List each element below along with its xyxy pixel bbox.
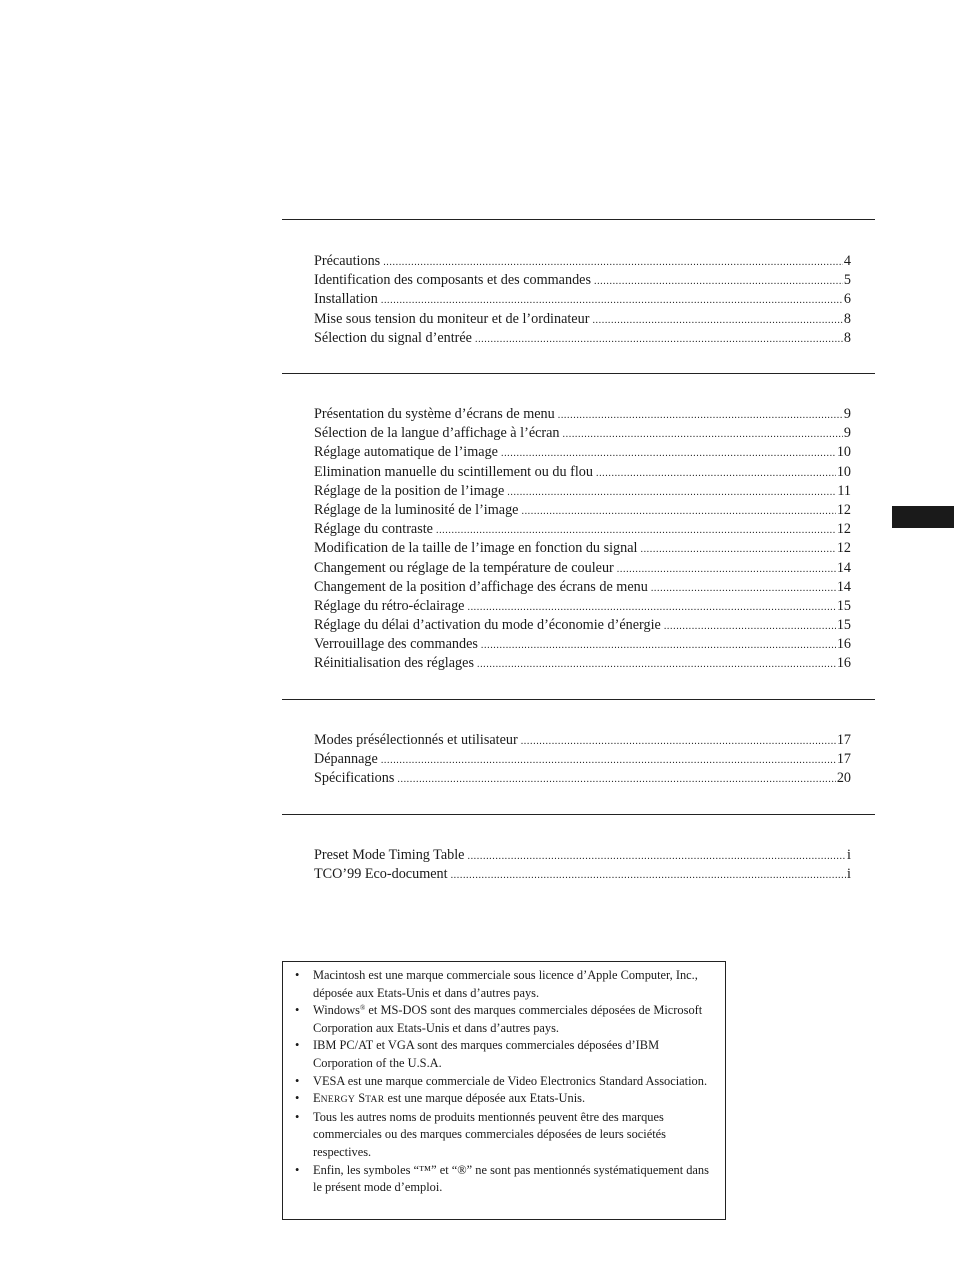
leader-dots	[651, 579, 836, 598]
bullet: •	[295, 1073, 300, 1088]
trademark-item	[293, 1073, 713, 1091]
energy-star-s: S	[355, 1091, 366, 1106]
leader-dots	[664, 617, 836, 636]
toc-entry-page: 10	[836, 463, 851, 480]
toc-entry-title: Sélection du signal d’entrée	[314, 329, 472, 346]
toc-entry-title: Réglage du contraste	[314, 521, 433, 538]
leader-dots	[640, 540, 835, 559]
toc-entry[interactable]	[314, 846, 851, 865]
toc-entry-title: Mise sous tension du moniteur et de l’ordinateur	[314, 310, 590, 327]
toc-entry-page: 12	[836, 521, 851, 538]
toc-entry[interactable]	[314, 405, 851, 424]
toc-entry-title: TCO’99 Eco-document	[314, 866, 448, 883]
toc-entry-title: Précautions	[314, 253, 381, 269]
toc-entry[interactable]	[314, 290, 851, 309]
toc-entry-page: 11	[837, 482, 851, 499]
toc-entry-title: Changement de la position d’affichage des écrans de menu	[314, 578, 648, 595]
toc-entry[interactable]	[314, 329, 851, 348]
trademark-item	[293, 1090, 713, 1109]
toc-entry-page: 9	[843, 425, 851, 442]
energy-star-e: E	[313, 1091, 321, 1106]
toc-entry-page: 6	[843, 291, 851, 308]
leader-dots	[521, 502, 835, 521]
toc-entry-title: Spécifications	[314, 770, 395, 787]
leader-dots	[481, 636, 836, 655]
toc-entry[interactable]	[314, 769, 851, 788]
leader-dots	[563, 425, 843, 444]
toc-entry-page: 16	[836, 655, 851, 672]
toc-entry-title: Modes présélectionnés et utilisateur	[314, 732, 518, 748]
leader-dots	[617, 560, 836, 579]
leader-dots	[467, 847, 846, 866]
toc-entry-title: Elimination manuelle du scintillement ou du flou	[314, 463, 593, 480]
toc-section-3	[314, 731, 851, 789]
leader-dots	[594, 272, 843, 291]
trademark-text: Tous les autres noms de produits mentionnés peuvent être des marques commerciales ou des marques commerciales déposées de leurs sociétés respectives.	[313, 1109, 667, 1159]
section-rule-1	[282, 219, 875, 220]
trademark-item	[293, 967, 713, 1002]
toc-entry[interactable]	[314, 482, 851, 501]
leader-dots	[436, 521, 836, 540]
toc-entry-page: 15	[836, 597, 851, 614]
toc-entry-page: 14	[836, 559, 851, 576]
bullet: •	[295, 1162, 300, 1177]
toc-entry[interactable]	[314, 731, 851, 750]
toc-entry-page: 12	[836, 540, 851, 557]
trademark-text: et MS-DOS sont des marques commerciales déposées de Microsoft Corporation aux Etats-Unis et dans d’autres pays.	[313, 1003, 703, 1035]
trademark-text: VESA est une marque commerciale de Video Electronics Standard Association.	[313, 1073, 708, 1088]
toc-entry-title: Preset Mode Timing Table	[314, 847, 465, 863]
leader-dots	[596, 464, 836, 483]
trademark-item	[293, 1037, 713, 1072]
toc-entry[interactable]	[314, 271, 851, 290]
toc-entry-page: 10	[836, 444, 851, 461]
toc-entry[interactable]	[314, 597, 851, 616]
leader-dots	[381, 291, 843, 310]
registered-symbol: ®	[360, 1004, 366, 1013]
toc-entry-title: Verrouillage des commandes	[314, 636, 478, 653]
leader-dots	[592, 311, 842, 330]
toc-entry[interactable]	[314, 539, 851, 558]
toc-entry-title: Dépannage	[314, 751, 378, 768]
trademark-text: Enfin, les symboles “™” et “®” ne sont pas mentionnés systématiquement dans le présent mode d’emploi.	[313, 1162, 709, 1195]
leader-dots	[558, 406, 843, 425]
section-rule-2	[282, 373, 875, 374]
toc-entry[interactable]	[314, 520, 851, 539]
toc-entry[interactable]	[314, 578, 851, 597]
toc-entry-page: 20	[836, 770, 851, 787]
trademark-text: IBM PC/AT et VGA sont des marques commerciales déposées d’IBM Corporation of the U.S.A.	[313, 1038, 660, 1070]
toc-entry-title: Sélection de la langue d’affichage à l’écran	[314, 425, 560, 442]
bullet: •	[295, 1038, 300, 1053]
leader-dots	[501, 444, 836, 463]
toc-entry-title: Réglage du rétro-éclairage	[314, 597, 465, 614]
toc-entry[interactable]	[314, 616, 851, 635]
toc-entry[interactable]	[314, 865, 851, 884]
trademark-list	[293, 967, 713, 1197]
energy-star-nergy: NERGY	[320, 1094, 356, 1106]
toc-entry-title: Réglage de la luminosité de l’image	[314, 501, 519, 518]
trademark-text: est une marque déposée aux Etats-Unis.	[384, 1091, 586, 1106]
energy-star-tar: TAR	[365, 1094, 385, 1106]
toc-entry-page: 4	[843, 253, 851, 269]
bullet: •	[295, 1091, 300, 1106]
toc-entry-page: 12	[836, 501, 851, 518]
trademark-text: Macintosh est une marque commerciale sous licence d’Apple Computer, Inc., déposée aux Etats-Unis et dans d’autres pays.	[313, 968, 698, 1000]
bullet: •	[295, 1003, 300, 1018]
leader-dots	[451, 866, 846, 885]
toc-entry-page: i	[847, 847, 851, 863]
toc-section-1	[314, 252, 851, 348]
trademark-item	[293, 1002, 713, 1037]
toc-entry-page: 5	[843, 272, 851, 289]
toc-entry-title: Installation	[314, 291, 378, 308]
toc-section-2	[314, 405, 851, 674]
leader-dots	[397, 770, 835, 789]
toc-entry-title: Réinitialisation des réglages	[314, 655, 474, 672]
leader-dots	[475, 330, 843, 349]
toc-section-4	[314, 846, 851, 884]
trademark-item	[293, 1162, 713, 1197]
toc-entry[interactable]	[314, 424, 851, 443]
trademark-item	[293, 1109, 713, 1162]
toc-entry-title: Identification des composants et des commandes	[314, 272, 591, 289]
toc-entry-page: 17	[836, 732, 851, 748]
toc-entry-page: 14	[836, 578, 851, 595]
trademark-text-windows: Windows	[313, 1003, 360, 1018]
toc-entry-page: 9	[843, 406, 851, 422]
language-tab-marker	[892, 506, 954, 528]
toc-entry-title: Présentation du système d’écrans de menu	[314, 406, 555, 422]
leader-dots	[467, 598, 835, 617]
toc-entry-page: 15	[836, 617, 851, 634]
leader-dots	[383, 253, 843, 272]
leader-dots	[381, 751, 836, 770]
leader-dots	[507, 483, 836, 502]
toc-entry-page: 8	[843, 310, 851, 327]
bullet: •	[295, 968, 300, 982]
toc-entry[interactable]	[314, 443, 851, 462]
bullet: •	[295, 1109, 300, 1124]
section-rule-3	[282, 699, 875, 700]
toc-entry[interactable]	[314, 252, 851, 271]
toc-entry-title: Réglage du délai d’activation du mode d’économie d’énergie	[314, 617, 661, 634]
toc-entry-title: Réglage de la position de l’image	[314, 482, 505, 499]
toc-entry[interactable]	[314, 750, 851, 769]
leader-dots	[521, 732, 836, 751]
trademark-notice-box	[282, 961, 726, 1220]
toc-entry-page: 16	[836, 636, 851, 653]
toc-entry[interactable]	[314, 463, 851, 482]
toc-entry-title: Réglage automatique de l’image	[314, 444, 498, 461]
toc-entry-title: Modification de la taille de l’image en fonction du signal	[314, 540, 638, 557]
toc-entry[interactable]	[314, 654, 851, 673]
section-rule-4	[282, 814, 875, 815]
leader-dots	[477, 655, 836, 674]
toc-entry-page: i	[847, 866, 851, 883]
toc-entry[interactable]	[314, 559, 851, 578]
toc-entry[interactable]	[314, 635, 851, 654]
toc-entry-page: 8	[843, 329, 851, 346]
toc-entry[interactable]	[314, 310, 851, 329]
toc-entry[interactable]	[314, 501, 851, 520]
toc-entry-page: 17	[836, 751, 851, 768]
toc-entry-title: Changement ou réglage de la température de couleur	[314, 559, 614, 576]
